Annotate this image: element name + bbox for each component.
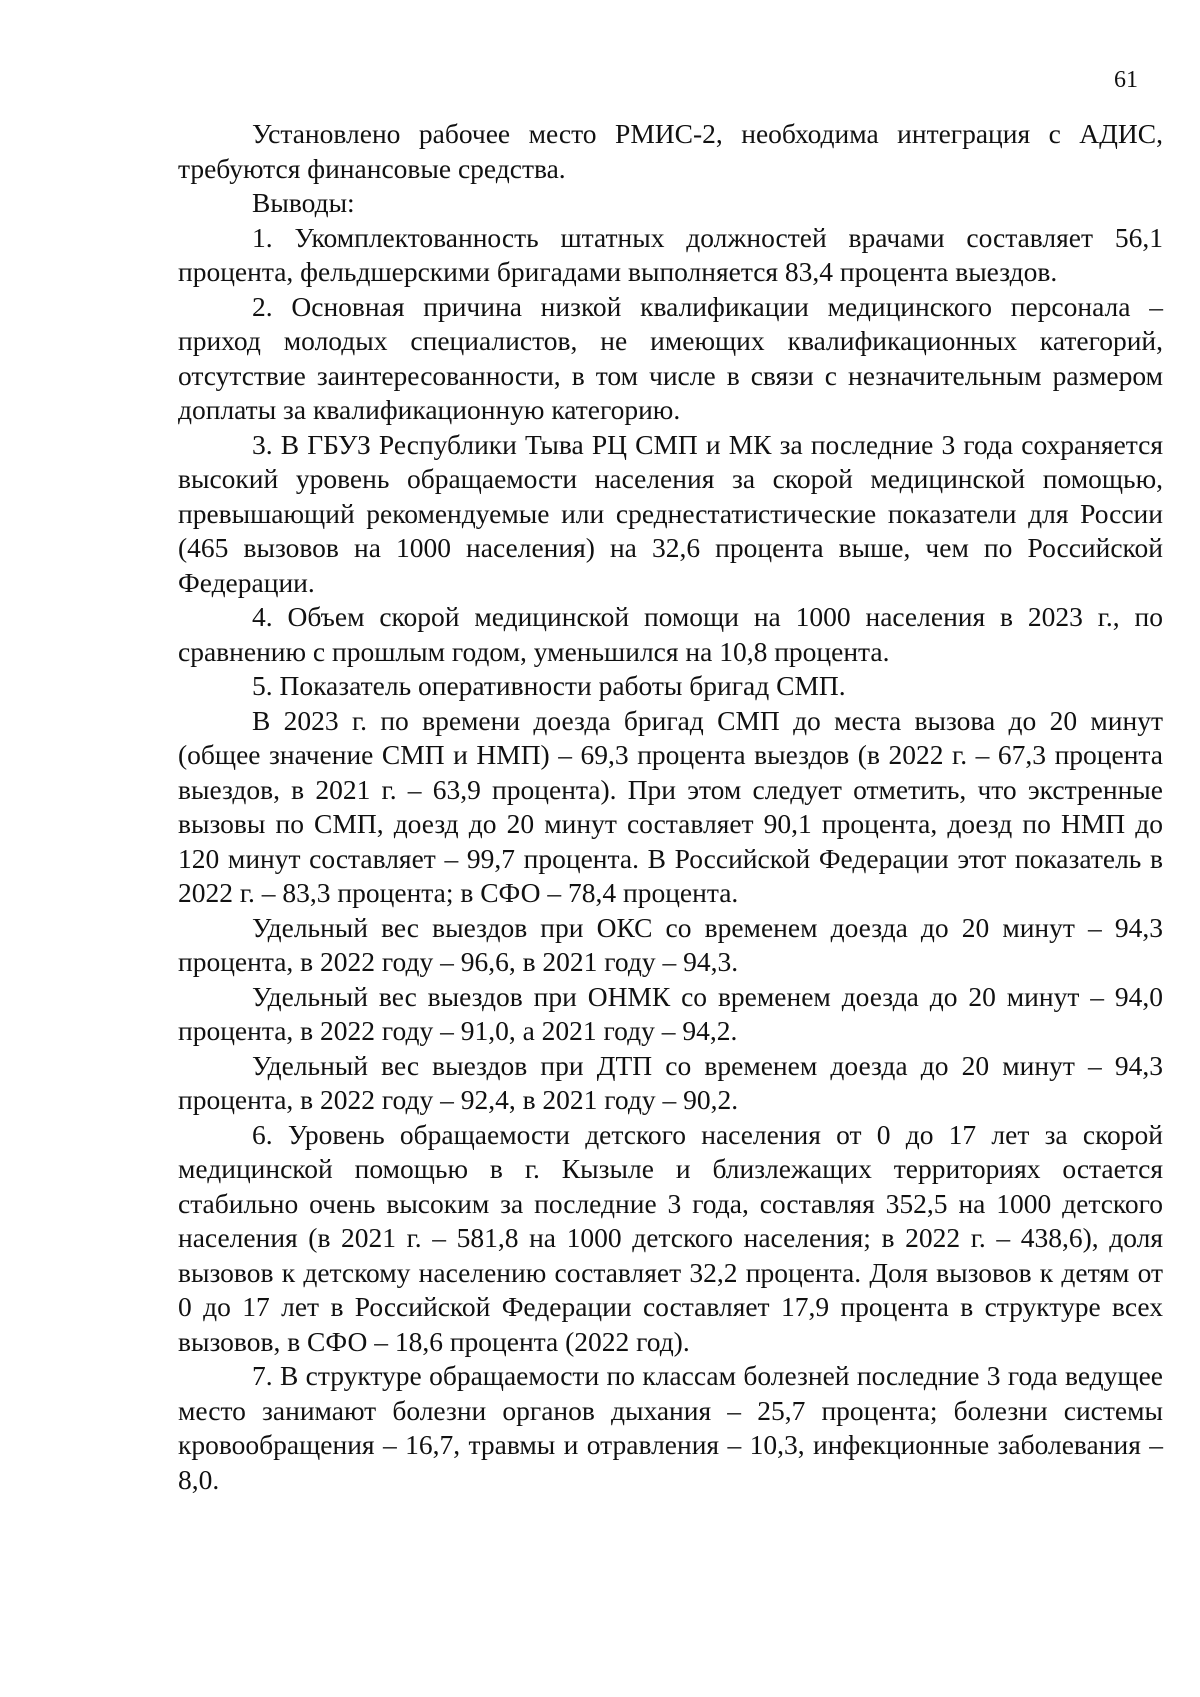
paragraph-dtp: Удельный вес выездов при ДТП со временем доезда до 20 минут – 94,3 процента, в 2022 году – 92,4, в 2021 году – 90,2.	[178, 1049, 1163, 1115]
paragraph-response-time: В 2023 г. по времени доезда бригад СМП до места вызова до 20 минут (общее значение СМП и НМП) – 69,3 процента выездов (в 2022 г. – 67,3 процента выездов, в 2021 г. – 63,9 процента). При этом следует отметить, что экстренные вызовы по СМП, доезд до 20 минут составляет 90,1 процента, доезд по НМП до 120 минут составляет – 99,7 процента. В Российской Федерации этот показатель в 2022 г. – 83,3 процента; в СФО – 78,4 процента.	[178, 704, 1163, 908]
paragraph-item-3: 3. В ГБУЗ Республики Тыва РЦ СМП и МК за последние 3 года сохраняется высокий уровень обращаемости населения за скорой медицинской помощью, превышающий рекомендуемые или среднестатистические показатели для России (465 вызовов на 1000 населения) на 32,6 процента выше, чем по Российской Федерации.	[178, 428, 1163, 598]
paragraph-item-6: 6. Уровень обращаемости детского населения от 0 до 17 лет за скорой медицинской помощью в г. Кызыле и близлежащих территориях остается стабильно очень высоким за последние 3 года, составляя 352,5 на 1000 детского населения (в 2021 г. – 581,8 на 1000 детского населения; в 2022 г. – 438,6), доля вызовов к детскому населению составляет 32,2 процента. Доля вызовов к детям от 0 до 17 лет в Российской Федерации составляет 17,9 процента в структуре всех вызовов, в СФО – 18,6 процента (2022 год).	[178, 1118, 1163, 1357]
paragraph-item-5: 5. Показатель оперативности работы бригад СМП.	[252, 670, 846, 701]
paragraph-item-1: 1. Укомплектованность штатных должностей врачами составляет 56,1 процента, фельдшерскими бригадами выполняется 83,4 процента выездов.	[178, 221, 1163, 287]
page-number: 61	[1114, 67, 1138, 93]
paragraph-item-2: 2. Основная причина низкой квалификации медицинского персонала – приход молодых специалистов, не имеющих квалификационных категорий, отсутствие заинтересованности, в том числе в связи с незначительным размером доплаты за квалификационную категорию.	[178, 290, 1163, 425]
paragraph-onmk: Удельный вес выездов при ОНМК со временем доезда до 20 минут – 94,0 процента, в 2022 году – 91,0, а 2021 году – 94,2.	[178, 980, 1163, 1046]
document-body	[178, 117, 1163, 1497]
paragraph-item-4: 4. Объем скорой медицинской помощи на 1000 населения в 2023 г., по сравнению с прошлым годом, уменьшился на 10,8 процента.	[178, 601, 1163, 667]
paragraph-conclusions-heading: Выводы:	[252, 187, 355, 218]
paragraph-item-7: 7. В структуре обращаемости по классам болезней последние 3 года ведущее место занимают болезни органов дыхания – 25,7 процента; болезни системы кровообращения – 16,7, травмы и отравления – 10,3, инфекционные заболевания – 8,0.	[178, 1360, 1163, 1495]
paragraph-rmis: Установлено рабочее место РМИС-2, необходима интеграция с АДИС, требуются финансовые средства.	[178, 118, 1163, 184]
paragraph-oks: Удельный вес выездов при ОКС со временем доезда до 20 минут – 94,3 процента, в 2022 году – 96,6, в 2021 году – 94,3.	[178, 911, 1163, 977]
